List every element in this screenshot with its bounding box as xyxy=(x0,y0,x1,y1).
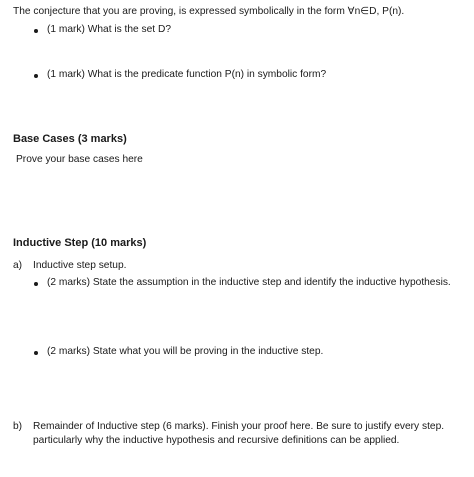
question-set-d: (1 mark) What is the set D? xyxy=(47,24,171,35)
intro-text: The conjecture that you are proving, is expressed symbolically in the form ∀n∈D, P(n). xyxy=(13,6,405,17)
part-b-text-line1: Remainder of Inductive step (6 marks). Finish your proof here. Be sure to justify every step. xyxy=(33,421,445,432)
bullet-dot xyxy=(34,29,38,33)
part-b-marker: b) xyxy=(13,421,23,432)
bullet-dot xyxy=(34,74,38,78)
part-a-text: Inductive step setup. xyxy=(33,260,127,271)
bullet-dot xyxy=(34,282,38,286)
inductive-step-heading: Inductive Step (10 marks) xyxy=(13,237,147,249)
part-a-marker: a) xyxy=(13,260,23,271)
question-predicate: (1 mark) What is the predicate function P(n) in symbolic form? xyxy=(47,69,327,80)
base-cases-heading: Base Cases (3 marks) xyxy=(13,133,127,145)
base-cases-prompt: Prove your base cases here xyxy=(16,154,143,165)
part-b-text-line2: particularly why the inductive hypothesis and recursive definitions can be applied. xyxy=(33,435,400,446)
question-what-to-prove: (2 marks) State what you will be proving in the inductive step. xyxy=(47,346,324,357)
question-assumption: (2 marks) State the assumption in the inductive step and identify the inductive hypothesis. xyxy=(47,277,451,288)
bullet-dot xyxy=(34,351,38,355)
